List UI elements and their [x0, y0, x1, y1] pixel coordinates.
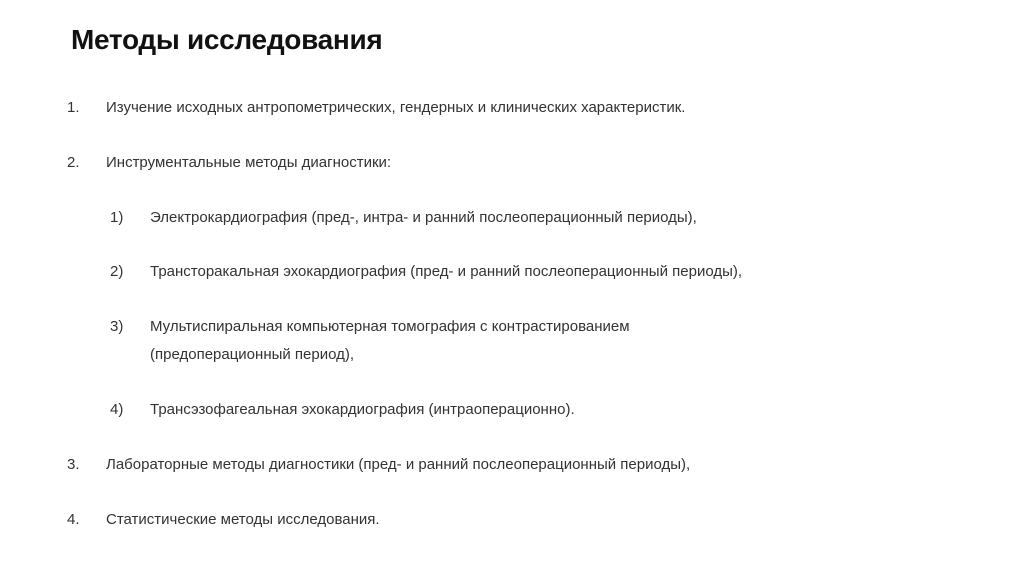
list-item-number: 1. — [67, 99, 80, 116]
list-item-text: Инструментальные методы диагностики: — [106, 154, 392, 171]
sub-list-item-text-line2: (предоперационный период), — [150, 346, 355, 363]
list-item-number: 3. — [67, 456, 80, 473]
sub-list-item-text-line1: Мультиспиральная компьютерная томография с контрастированием — [150, 318, 630, 335]
list-item-text: Статистические методы исследования. — [106, 511, 380, 528]
sub-list-item-text: Трансэзофагеальная эхокардиография (интраоперационно). — [150, 401, 575, 418]
sub-list-item-number: 4) — [110, 401, 124, 418]
sub-list-item-number: 3) — [110, 318, 124, 335]
list-item-text: Изучение исходных антропометрических, гендерных и клинических характеристик. — [106, 99, 686, 116]
list-item-number: 2. — [67, 154, 80, 171]
list-item-text: Лабораторные методы диагностики (пред- и ранний послеоперационный периоды), — [106, 456, 691, 473]
sub-list-item-text: Электрокардиография (пред-, интра- и ранний послеоперационный периоды), — [150, 209, 697, 226]
list-item-number: 4. — [67, 511, 80, 528]
sub-list-item-number: 2) — [110, 263, 124, 280]
slide-title: Методы исследования — [71, 24, 383, 55]
sub-list-item-text: Трансторакальная эхокардиография (пред- и ранний послеоперационный периоды), — [150, 263, 743, 280]
sub-list-item-number: 1) — [110, 209, 124, 226]
